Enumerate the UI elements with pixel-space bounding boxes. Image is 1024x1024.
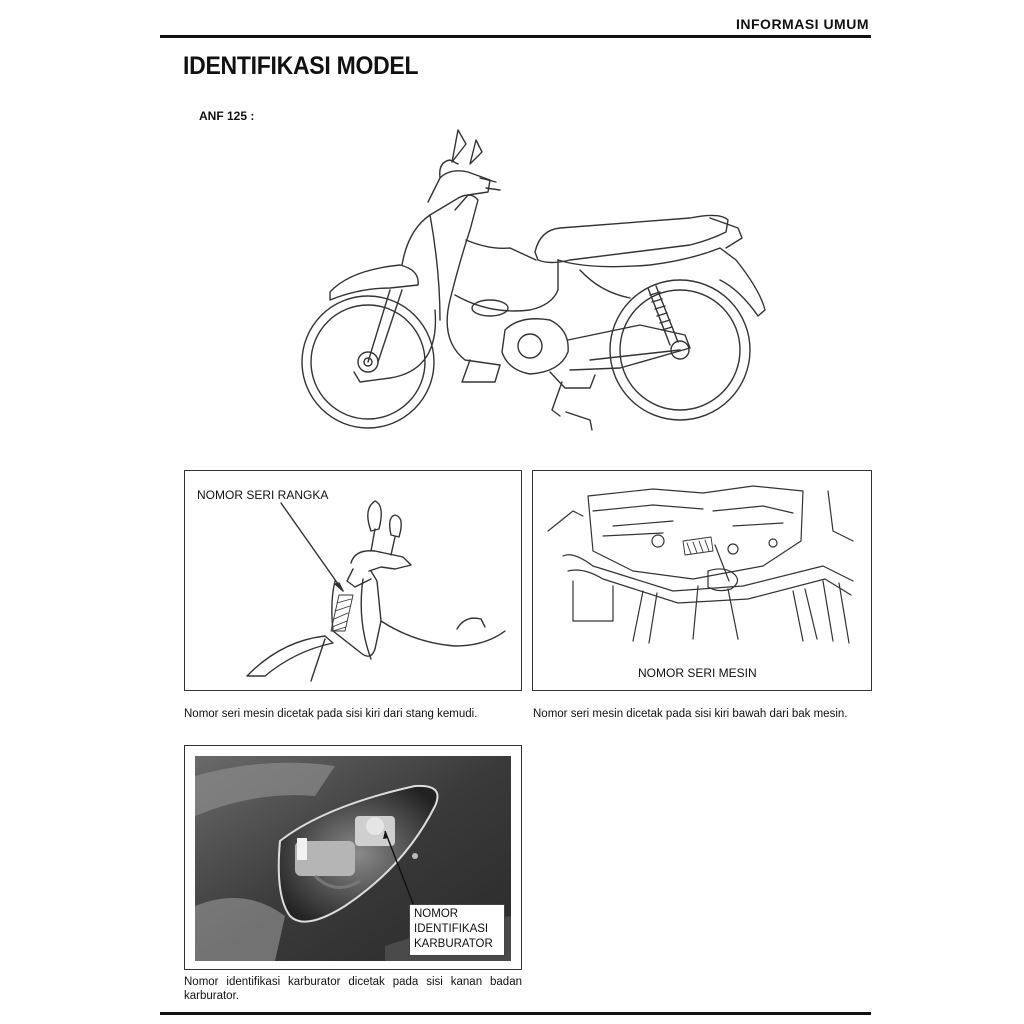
- engine-serial-callout: NOMOR SERI MESIN: [638, 666, 757, 680]
- footer-rule: [160, 1012, 871, 1015]
- frame-serial-callout: NOMOR SERI RANGKA: [197, 488, 329, 502]
- carburetor-callout-line-2: IDENTIFIKASI: [414, 923, 489, 935]
- engine-closeup-illustration: [533, 471, 871, 690]
- carburetor-id-figure: [184, 745, 522, 970]
- frame-closeup-illustration: [185, 471, 521, 690]
- model-label: ANF 125 :: [199, 109, 255, 123]
- header-rule: [160, 35, 871, 38]
- page-title: IDENTIFIKASI MODEL: [183, 52, 419, 80]
- carburetor-id-caption: Nomor identifikasi karburator dicetak pada sisi kanan badan karburator.: [184, 976, 522, 1002]
- frame-serial-caption: Nomor seri mesin dicetak pada sisi kiri dari stang kemudi.: [184, 708, 478, 720]
- engine-serial-figure: [532, 470, 872, 691]
- motorcycle-illustration: [290, 120, 780, 440]
- carburetor-callout-line-3: KARBURATOR: [414, 938, 493, 950]
- carburetor-callout-line-1: NOMOR: [414, 908, 459, 920]
- engine-serial-caption: Nomor seri mesin dicetak pada sisi kiri bawah dari bak mesin.: [533, 708, 848, 720]
- frame-serial-figure: [184, 470, 522, 691]
- carburetor-id-callout: [409, 904, 505, 956]
- header-section-title: INFORMASI UMUM: [736, 16, 869, 32]
